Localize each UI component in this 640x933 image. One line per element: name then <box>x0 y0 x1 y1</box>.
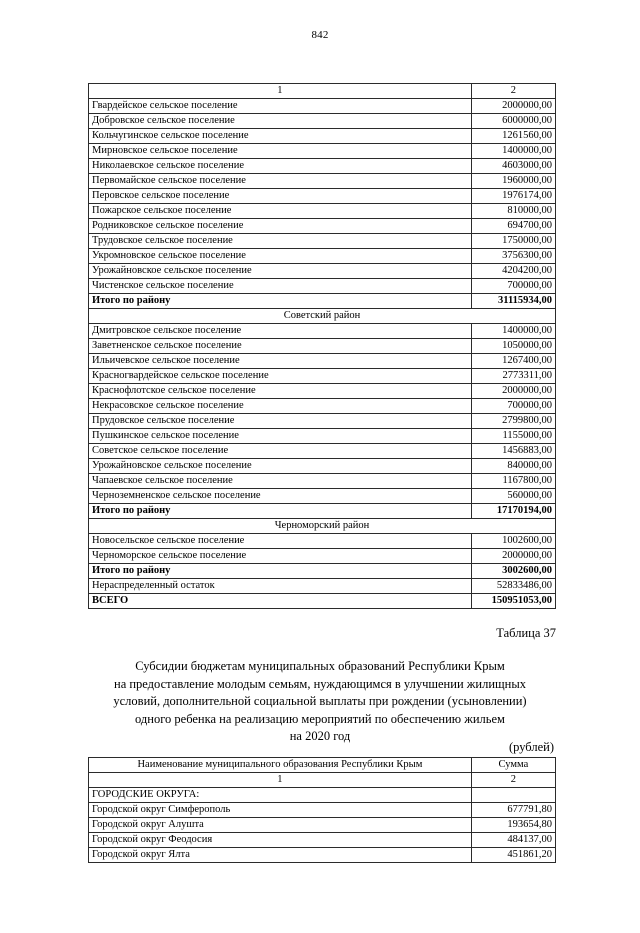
table-row <box>89 189 556 204</box>
title-line-1: Субсидии бюджетам муниципальных образований Республики Крым <box>135 659 505 673</box>
row-sum-cell: 1400000,00 <box>471 144 555 159</box>
row-name-cell: Перовское сельское поселение <box>89 189 472 204</box>
section-header-cell: Черноморский район <box>89 519 556 534</box>
row-name-cell: ГОРОДСКИЕ ОКРУГА: <box>89 788 472 803</box>
row-sum-cell: 2799800,00 <box>471 414 555 429</box>
row-sum-cell: 1050000,00 <box>471 339 555 354</box>
table-row <box>89 354 556 369</box>
row-name-cell: Итого по району <box>89 294 472 309</box>
row-name-cell: Урожайновское сельское поселение <box>89 264 472 279</box>
table-row <box>89 788 556 803</box>
table-row <box>89 279 556 294</box>
row-sum-cell: 1267400,00 <box>471 354 555 369</box>
table-row <box>89 234 556 249</box>
row-name-cell: Некрасовское сельское поселение <box>89 399 472 414</box>
row-name-cell: Новосельское сельское поселение <box>89 534 472 549</box>
row-name-cell: Пушкинское сельское поселение <box>89 429 472 444</box>
row-name-cell: Родниковское сельское поселение <box>89 219 472 234</box>
row-sum-cell: 1155000,00 <box>471 429 555 444</box>
row-sum-cell: 1456883,00 <box>471 444 555 459</box>
table-row <box>89 444 556 459</box>
table-row <box>89 204 556 219</box>
row-sum-cell: 840000,00 <box>471 459 555 474</box>
row-sum-cell: 560000,00 <box>471 489 555 504</box>
currency-note: (рублей) <box>508 740 554 754</box>
table-title <box>60 658 580 746</box>
row-name-cell: Черноморское сельское поселение <box>89 549 472 564</box>
table-row <box>89 324 556 339</box>
row-name-cell: Добровское сельское поселение <box>89 114 472 129</box>
row-name-cell: Кольчугинское сельское поселение <box>89 129 472 144</box>
title-line-5: на 2020 год <box>289 729 351 743</box>
row-sum-cell: 2000000,00 <box>471 549 555 564</box>
row-sum-cell: 3002600,00 <box>471 564 555 579</box>
title-line-4: одного ребенка на реализацию мероприятий по обеспечению жильем <box>135 711 505 726</box>
row-sum-cell: 1400000,00 <box>471 324 555 339</box>
table-row <box>89 294 556 309</box>
row-name-cell: Черноземненское сельское поселение <box>89 489 472 504</box>
row-sum-cell: 677791,80 <box>471 803 555 818</box>
row-name-cell: Николаевское сельское поселение <box>89 159 472 174</box>
row-sum-cell: 810000,00 <box>471 204 555 219</box>
row-sum-cell: 6000000,00 <box>471 114 555 129</box>
row-name-cell: Городской округ Алушта <box>89 818 472 833</box>
young-families-subsidies-table <box>88 757 556 863</box>
row-sum-cell: 2773311,00 <box>471 369 555 384</box>
row-name-cell: Трудовское сельское поселение <box>89 234 472 249</box>
row-sum-cell: 1002600,00 <box>471 534 555 549</box>
table-row <box>89 833 556 848</box>
table-2-body <box>89 758 556 863</box>
row-sum-cell: 3756300,00 <box>471 249 555 264</box>
section-header-cell: Советский район <box>89 309 556 324</box>
table-row <box>89 429 556 444</box>
table-row <box>89 84 556 99</box>
row-name-cell: Урожайновское сельское поселение <box>89 459 472 474</box>
row-name-cell: Нераспределенный остаток <box>89 579 472 594</box>
row-sum-cell: 17170194,00 <box>471 504 555 519</box>
table-row <box>89 144 556 159</box>
table-numbering-row <box>89 773 556 788</box>
row-name-cell: Красногвардейское сельское поселение <box>89 369 472 384</box>
row-name-cell: Чистенское сельское поселение <box>89 279 472 294</box>
page-number: 842 <box>311 29 329 41</box>
table-1-body <box>89 84 556 609</box>
table-row <box>89 504 556 519</box>
row-sum-cell: 4603000,00 <box>471 159 555 174</box>
table-row <box>89 459 556 474</box>
column-header-sum: Сумма <box>471 758 555 773</box>
row-name-cell: Заветненское сельское поселение <box>89 339 472 354</box>
row-sum-cell: 694700,00 <box>471 219 555 234</box>
table-row <box>89 339 556 354</box>
row-sum-cell: 451861,20 <box>471 848 555 863</box>
row-sum-cell: 1976174,00 <box>471 189 555 204</box>
row-name-cell: Дмитровское сельское поселение <box>89 324 472 339</box>
table-row <box>89 159 556 174</box>
row-sum-cell: 4204200,00 <box>471 264 555 279</box>
row-name-cell: Городской округ Ялта <box>89 848 472 863</box>
table-row <box>89 399 556 414</box>
row-sum-cell: 193654,80 <box>471 818 555 833</box>
table-row <box>89 249 556 264</box>
table-row <box>89 594 556 609</box>
row-name-cell: Гвардейское сельское поселение <box>89 99 472 114</box>
table-row <box>89 803 556 818</box>
row-name-cell: Первомайское сельское поселение <box>89 174 472 189</box>
row-sum-cell: 1960000,00 <box>471 174 555 189</box>
table-row <box>89 129 556 144</box>
row-sum-cell: 700000,00 <box>471 279 555 294</box>
table-row <box>89 414 556 429</box>
table-row <box>89 579 556 594</box>
column-number-2: 2 <box>471 773 555 788</box>
table-row <box>89 264 556 279</box>
row-name-cell: Итого по району <box>89 564 472 579</box>
table-row <box>89 384 556 399</box>
row-name-cell: Городской округ Симферополь <box>89 803 472 818</box>
table-row <box>89 564 556 579</box>
table-header-row <box>89 758 556 773</box>
row-sum-cell: 1167800,00 <box>471 474 555 489</box>
row-name-cell: Городской округ Феодосия <box>89 833 472 848</box>
row-sum-cell <box>471 788 555 803</box>
row-sum-cell: 31115934,00 <box>471 294 555 309</box>
row-name-cell: Краснофлотское сельское поселение <box>89 384 472 399</box>
table-2 <box>88 757 556 863</box>
table-row <box>89 549 556 564</box>
row-sum-cell: 2000000,00 <box>471 99 555 114</box>
row-sum-cell: 700000,00 <box>471 399 555 414</box>
table-row <box>89 474 556 489</box>
title-line-3: условий, дополнительной социальной выплаты при рождении (усыновлении) <box>113 694 527 708</box>
row-sum-cell: 150951053,00 <box>471 594 555 609</box>
row-name-cell: Укромновское сельское поселение <box>89 249 472 264</box>
row-name-cell: Итого по району <box>89 504 472 519</box>
table-row <box>89 99 556 114</box>
table-row <box>89 848 556 863</box>
row-sum-cell: 484137,00 <box>471 833 555 848</box>
table-row <box>89 818 556 833</box>
table-row <box>89 219 556 234</box>
row-sum-cell: 2 <box>471 84 555 99</box>
column-header-name: Наименование муниципального образования Республики Крым <box>89 758 472 773</box>
column-number-1: 1 <box>89 773 472 788</box>
table-label: Таблица 37 <box>496 626 556 640</box>
table-1 <box>88 83 556 609</box>
row-name-cell: 1 <box>89 84 472 99</box>
title-line-2: на предоставление молодым семьям, нуждающимся в улучшении жилищных <box>114 676 526 691</box>
row-name-cell: Пожарское сельское поселение <box>89 204 472 219</box>
table-row <box>89 519 556 534</box>
row-sum-cell: 1750000,00 <box>471 234 555 249</box>
table-row <box>89 534 556 549</box>
budget-subsidies-table-continued <box>88 83 556 609</box>
document-page <box>0 28 640 933</box>
row-name-cell: Советское сельское поселение <box>89 444 472 459</box>
row-sum-cell: 2000000,00 <box>471 384 555 399</box>
row-name-cell: Мирновское сельское поселение <box>89 144 472 159</box>
table-row <box>89 174 556 189</box>
table-row <box>89 489 556 504</box>
row-name-cell: ВСЕГО <box>89 594 472 609</box>
table-row <box>89 369 556 384</box>
row-name-cell: Чапаевское сельское поселение <box>89 474 472 489</box>
table-row <box>89 309 556 324</box>
row-sum-cell: 1261560,00 <box>471 129 555 144</box>
table-row <box>89 114 556 129</box>
row-name-cell: Ильичевское сельское поселение <box>89 354 472 369</box>
row-name-cell: Прудовское сельское поселение <box>89 414 472 429</box>
row-sum-cell: 52833486,00 <box>471 579 555 594</box>
